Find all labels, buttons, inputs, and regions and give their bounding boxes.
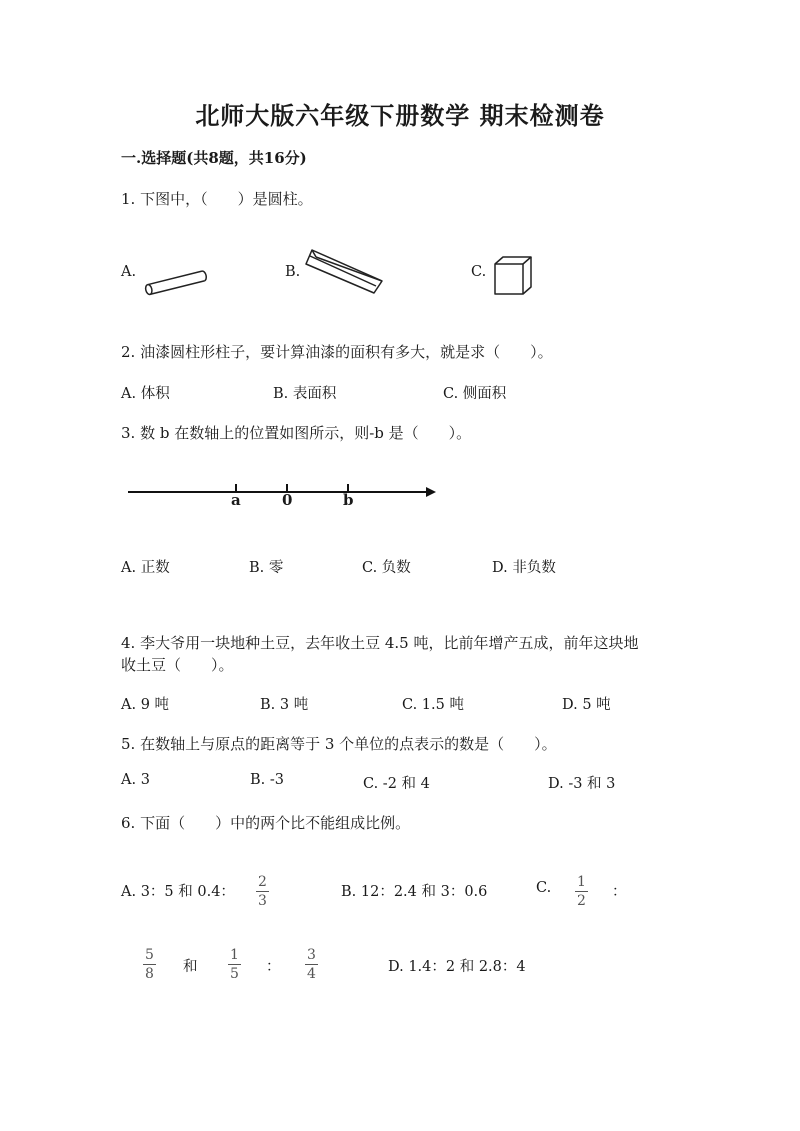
q6-option-c-fraction: [575, 874, 588, 909]
q1-option-a-cylinder-figure: [140, 268, 210, 298]
fraction-denominator: 5: [230, 966, 239, 982]
q4-option-c: C. 1.5 吨: [402, 697, 464, 713]
q1-option-c-cube-figure: [493, 256, 533, 296]
q6-option-a-text: A. 3：5 和 0.4：: [121, 884, 235, 900]
q6-fraction-3-4: [305, 947, 318, 982]
q2-option-c: C. 侧面积: [443, 386, 507, 402]
q6-and-word: 和: [183, 959, 198, 975]
q5-option-d: D. -3 和 3: [548, 776, 616, 792]
q6-option-d-text: D. 1.4：2 和 2.8：4: [388, 959, 526, 975]
fraction-bar: [143, 964, 156, 965]
fraction-denominator: 3: [258, 893, 267, 909]
fraction-bar: [256, 891, 269, 892]
number-line-label-0: 0: [282, 491, 293, 509]
section-heading: 一.选择题(共8题，共16分): [121, 149, 307, 167]
q5-option-b: B. -3: [250, 772, 284, 788]
q3-option-d: D. 非负数: [492, 560, 556, 576]
q3-option-c: C. 负数: [362, 560, 411, 576]
q2-option-b: B. 表面积: [273, 386, 337, 402]
q6-option-c-text: C.: [536, 880, 552, 896]
number-line-label-b: b: [343, 491, 354, 509]
q6-colon: ：: [266, 959, 281, 975]
q4-option-b: B. 3 吨: [260, 697, 309, 713]
q6-option-b-text: B. 12：2.4 和 3：0.6: [341, 884, 488, 900]
question-3-text: 3. 数 b 在数轴上的位置如图所示，则-b 是（ ）。: [121, 424, 472, 442]
fraction-numerator: 2: [258, 874, 267, 890]
fraction-bar: [305, 964, 318, 965]
q4-option-d: D. 5 吨: [562, 697, 611, 713]
fraction-numerator: 1: [230, 947, 239, 963]
question-2-text: 2. 油漆圆柱形柱子，要计算油漆的面积有多大，就是求（ ）。: [121, 343, 553, 361]
question-1-text: 1. 下图中，（ ）是圆柱。: [121, 190, 313, 208]
q6-option-c-colon: ：: [612, 884, 627, 900]
q1-option-a-label: A.: [121, 264, 137, 280]
number-line-label-a: a: [231, 491, 241, 509]
fraction-numerator: 1: [577, 874, 586, 890]
page-title: 北师大版六年级下册数学 期末检测卷: [195, 101, 605, 130]
fraction-numerator: 5: [145, 947, 154, 963]
q2-option-a: A. 体积: [121, 386, 170, 402]
fraction-numerator: 3: [307, 947, 316, 963]
q3-option-b: B. 零: [249, 560, 284, 576]
q1-option-c-label: C.: [471, 264, 487, 280]
q6-fraction-5-8: [143, 947, 156, 982]
q5-option-c: C. -2 和 4: [363, 776, 430, 792]
question-4-text-line1: 4. 李大爷用一块地种土豆，去年收土豆 4.5 吨，比前年增产五成，前年这块地: [121, 634, 639, 652]
q1-option-b-prism-figure: [302, 248, 386, 298]
question-5-text: 5. 在数轴上与原点的距离等于 3 个单位的点表示的数是（ ）。: [121, 735, 557, 753]
q6-fraction-1-5: [228, 947, 241, 982]
q4-option-a: A. 9 吨: [121, 697, 170, 713]
q5-option-a: A. 3: [121, 772, 150, 788]
question-4-text-line2: 收土豆（ ）。: [121, 656, 234, 674]
question-6-text: 6. 下面（ ）中的两个比不能组成比例。: [121, 814, 411, 832]
q6-option-a-fraction: [256, 874, 269, 909]
fraction-denominator: 8: [145, 966, 154, 982]
fraction-bar: [575, 891, 588, 892]
fraction-denominator: 2: [577, 893, 586, 909]
q1-option-b-label: B.: [285, 264, 301, 280]
q3-option-a: A. 正数: [121, 560, 170, 576]
fraction-bar: [228, 964, 241, 965]
fraction-denominator: 4: [307, 966, 316, 982]
